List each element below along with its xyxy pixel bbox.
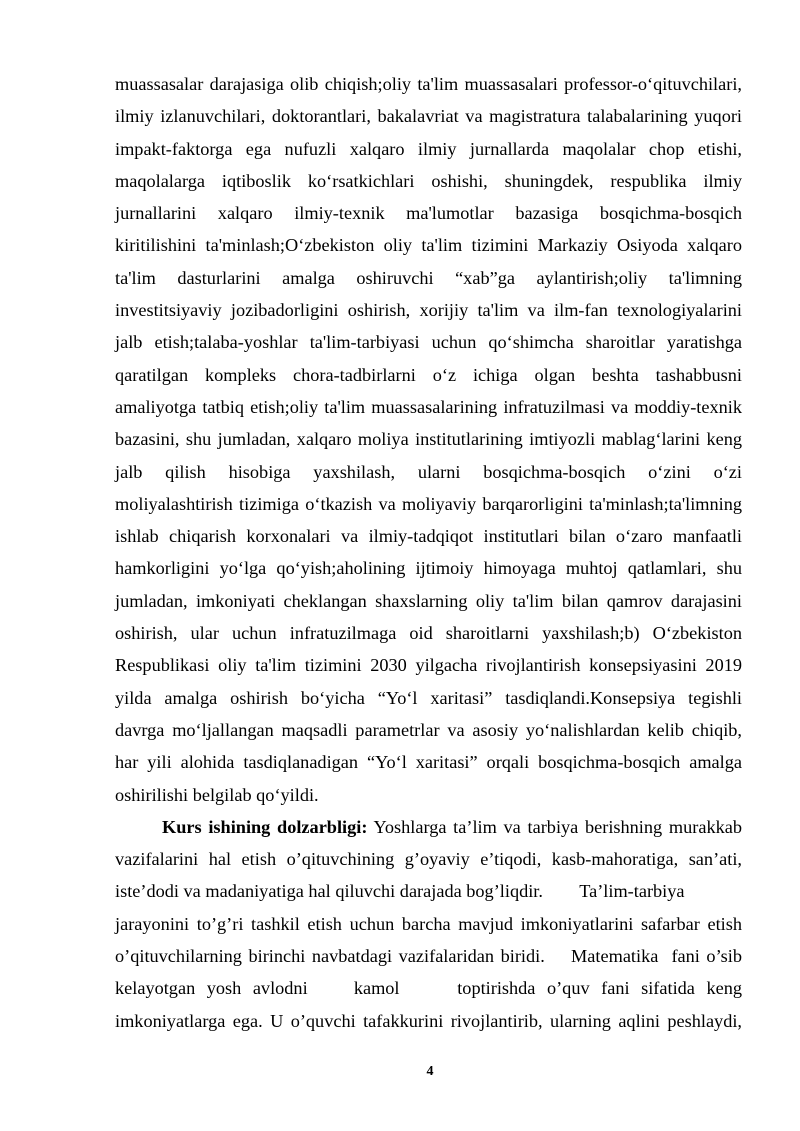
text-line: kiritilishini ta'minlash;O‘zbekiston oliy ta'lim tizimini Markaziy Osiyoda xalqaro	[115, 235, 742, 256]
text-line: jalb etish;talaba-yoshlar ta'lim-tarbiyasi uchun qo‘shimcha sharoitlar yaratishga	[115, 332, 742, 353]
text-line: jumladan, imkoniyati cheklangan shaxslarning oliy ta'lim bilan qamrov darajasini	[115, 590, 742, 611]
text-line: maqolalarga iqtiboslik ko‘rsatkichlari oshishi, shuningdek, respublika ilmiy	[115, 170, 742, 191]
text-line: ilmiy izlanuvchilari, doktorantlari, bakalavriat va magistratura talabalarining yuqori	[115, 106, 742, 127]
text-line: yilda amalga oshirish bo‘yicha “Yo‘l xaritasi” tasdiqlandi.Konsepsiya tegishli	[115, 687, 742, 708]
text-line: oshirish, ular uchun infratuzilmaga oid sharoitlarni yaxshilash;b) O‘zbekiston	[115, 623, 742, 644]
text-line: imkoniyatlarga ega. U o’quvchi tafakkurini rivojlantirib, ularning aqlini peshlaydi,	[115, 1010, 742, 1031]
text-line: iste’dodi va madaniyatiga hal qiluvchi darajada bog’liqdir. Ta’lim-tarbiya	[115, 881, 722, 902]
text-line: ta'lim dasturlarini amalga oshiruvchi “xab”ga aylantirish;oliy ta'limning	[115, 267, 742, 288]
text-line: amaliyotga tatbiq etish;oliy ta'lim muassasalarining infratuzilmasi va moddiy-texnik	[115, 396, 742, 417]
text-line: vazifalarini hal etish o’qituvchining g’oyaviy e’tiqodi, kasb-mahoratiga, san’ati,	[115, 849, 742, 870]
text-line: investitsiyaviy jozibadorligini oshirish, xorijiy ta'lim va ilm-fan texnologiyalarini	[115, 300, 742, 321]
text-line: o’qituvchilarning birinchi navbatdagi vazifalaridan biridi. Matematika fani o’sib	[115, 946, 742, 967]
text-line: hamkorligini yo‘lga qo‘yish;aholining ijtimoiy himoyaga muhtoj qatlamlari, shu	[115, 558, 742, 579]
text-line: qaratilgan kompleks chora-tadbirlarni o‘z ichiga olgan beshta tashabbusni	[115, 364, 742, 385]
body-text	[115, 68, 742, 1037]
section-first-line-text: Yoshlarga ta’lim va tarbiya berishning murakkab	[367, 816, 742, 837]
text-line: kelayotgan yosh avlodni kamol toptirishda o’quv fani sifatida keng	[115, 978, 742, 999]
page-number: 4	[426, 1064, 434, 1079]
text-line: bazasini, shu jumladan, xalqaro moliya institutlarining imtiyozli mablag‘larini keng	[115, 429, 742, 450]
section-first-line	[115, 811, 742, 843]
text-line: jurnallarini xalqaro ilmiy-texnik ma'lumotlar bazasiga bosqichma-bosqich	[115, 203, 742, 224]
text-line: moliyalashtirish tizimiga o‘tkazish va moliyaviy barqarorligini ta'minlash;ta'limning	[115, 493, 742, 514]
text-line: oshirilishi belgilab qo‘yildi.	[115, 784, 319, 805]
text-line: impakt-faktorga ega nufuzli xalqaro ilmiy jurnallarda maqolalar chop etishi,	[115, 138, 742, 159]
text-line: Respublikasi oliy ta'lim tizimini 2030 yilgacha rivojlantirish konsepsiyasini 2019	[115, 655, 742, 676]
text-line: jalb qilish hisobiga yaxshilash, ularni bosqichma-bosqich o‘zini o‘zi	[115, 461, 742, 482]
text-line: har yili alohida tasdiqlanadigan “Yo‘l xaritasi” orqali bosqichma-bosqich amalga	[115, 752, 742, 773]
text-line: ishlab chiqarish korxonalari va ilmiy-tadqiqot institutlari bilan o‘zaro manfaatli	[115, 526, 742, 547]
text-line: muassasalar darajasiga olib chiqish;oliy ta'lim muassasalari professor-o‘qituvchilari,	[115, 74, 742, 94]
text-line: jarayonini to’g’ri tashkil etish uchun barcha mavjud imkoniyatlarini safarbar etish	[115, 913, 742, 934]
text-line: davrga mo‘ljallangan maqsadli parametrlar va asosiy yo‘nalishlardan kelib chiqib,	[115, 719, 742, 740]
section-heading: Kurs ishining dolzarbligi:	[162, 816, 368, 837]
